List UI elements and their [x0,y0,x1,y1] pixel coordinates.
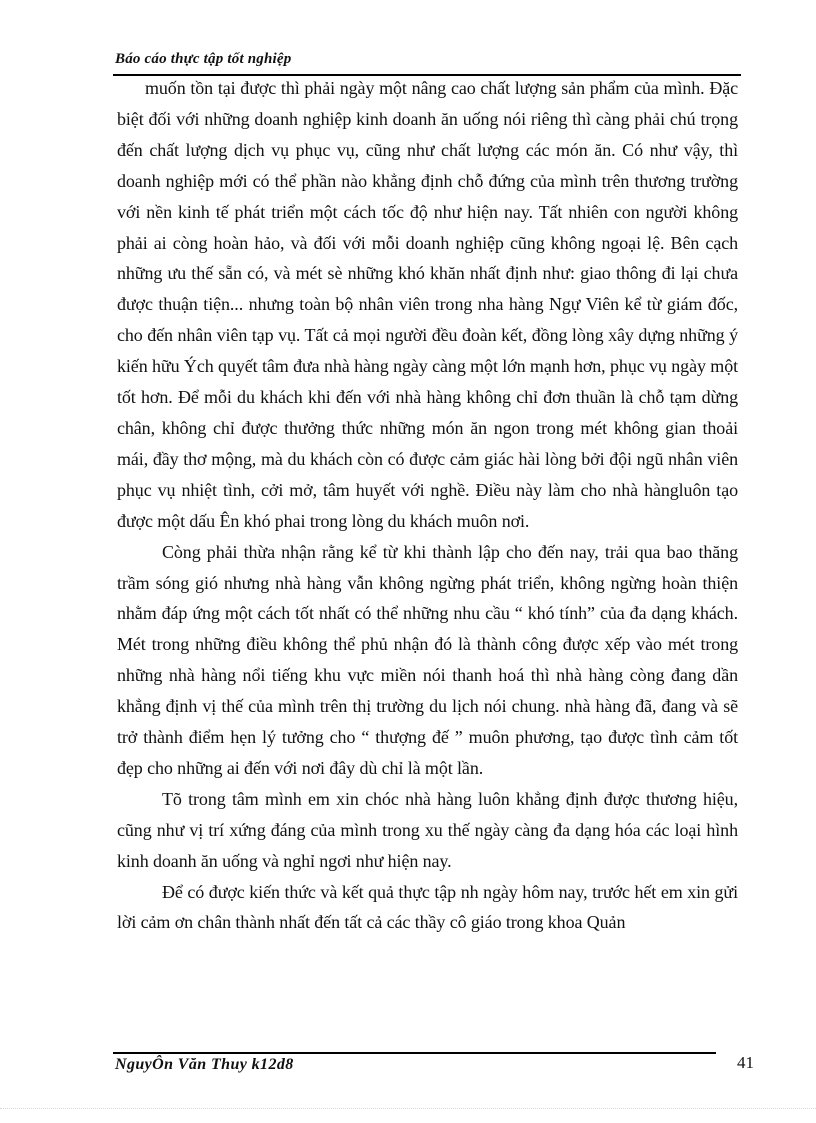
paragraph-continuation: muốn tồn tại được thì phải ngày một nâng cao chất lượng sản phẩm của mình. Đặc biệt đối với những doanh nghiệp kinh doanh ăn uống nói riêng thì càng phải chú trọng đến chất lượng dịch vụ phục vụ, cũng như chất lượng các món ăn. Có như vậy, thì doanh nghiệp mới có thể phần nào khẳng định chỗ đứng của mình trên thương trường với nền kinh tế phát triển một cách tốc độ như hiện nay. Tất nhiên con người không phải ai còng hoàn hảo, và đối với mỗi doanh nghiệp cũng không ngoại lệ. Bên cạch những ưu thế sẵn có, và mét sè những khó khăn nhất định như: giao thông đi lại chưa được thuận tiện... nhưng toàn bộ nhân viên trong nha hàng Ngự Viên kể từ giám đốc, cho đến nhân viên tạp vụ. Tất cả mọi người đều đoàn kết, đồng lòng xây dựng những ý kiến hữu Ých quyết tâm đưa nhà hàng ngày càng một lớn mạnh hơn, phục vụ ngày một tốt hơn. Để mỗi du khách khi đến với nhà hàng không chỉ đơn thuần là chỗ tạm dừng chân, không chỉ được thưởng thức những món ăn ngon trong mét không gian thoải mái, đầy thơ mộng, mà du khách còn có được cảm giác hài lòng bởi đội ngũ nhân viên phục vụ nhiệt tình, cởi mở, tâm huyết với nghề. Điều này làm cho nhà hàngluôn tạo được một dấu Ên khó phai trong lòng du khách muôn nơi. [117,78,738,531]
body-text [117,73,738,938]
page-header [113,46,741,76]
footer-rule [113,1052,716,1054]
running-title: Báo cáo thực tập tốt nghiệp [115,51,292,67]
page-number: 41 [737,1053,754,1072]
paragraph: Tõ trong tâm mình em xin chóc nhà hàng luôn khẳng định được thương hiệu, cũng như vị trí xứng đáng của mình trong xu thế ngày càng đa dạng hóa các loại hình kinh doanh ăn uống và nghỉ ngơi như hiện nay. [117,788,738,871]
paragraph: Còng phải thừa nhận rằng kể từ khi thành lập cho đến nay, trải qua bao thăng trầm sóng gió nhưng nhà hàng vẫn không ngừng phát triển, không ngừng hoàn thiện nhằm đáp ứng một cách tốt nhất có thể những nhu cầu “ khó tính” của đa dạng khách. Mét trong những điều không thể phủ nhận đó là thành công được xếp vào mét trong những nhà hàng nổi tiếng khu vực miền nói thanh hoá thì nhà hàng còng đang dần khẳng định vị thế của mình trên thị trường du lịch nói chung. nhà hàng đã, đang và sẽ trở thành điểm hẹn lý tưởng cho “ thượng đế ” muôn phương, tạo được tình cảm tốt đẹp cho những ai đến với nơi đây dù chỉ là một lần. [117,541,738,778]
page-edge-divider [0,1108,816,1109]
footer-author: NguyÔn Văn Thuy k12d8 [115,1056,294,1073]
paragraph: Để có được kiến thức và kết quả thực tập nh ngày hôm nay, trước hết em xin gửi lời cảm ơn chân thành nhất đến tất cả các thầy cô giáo trong khoa Quản [117,881,738,933]
